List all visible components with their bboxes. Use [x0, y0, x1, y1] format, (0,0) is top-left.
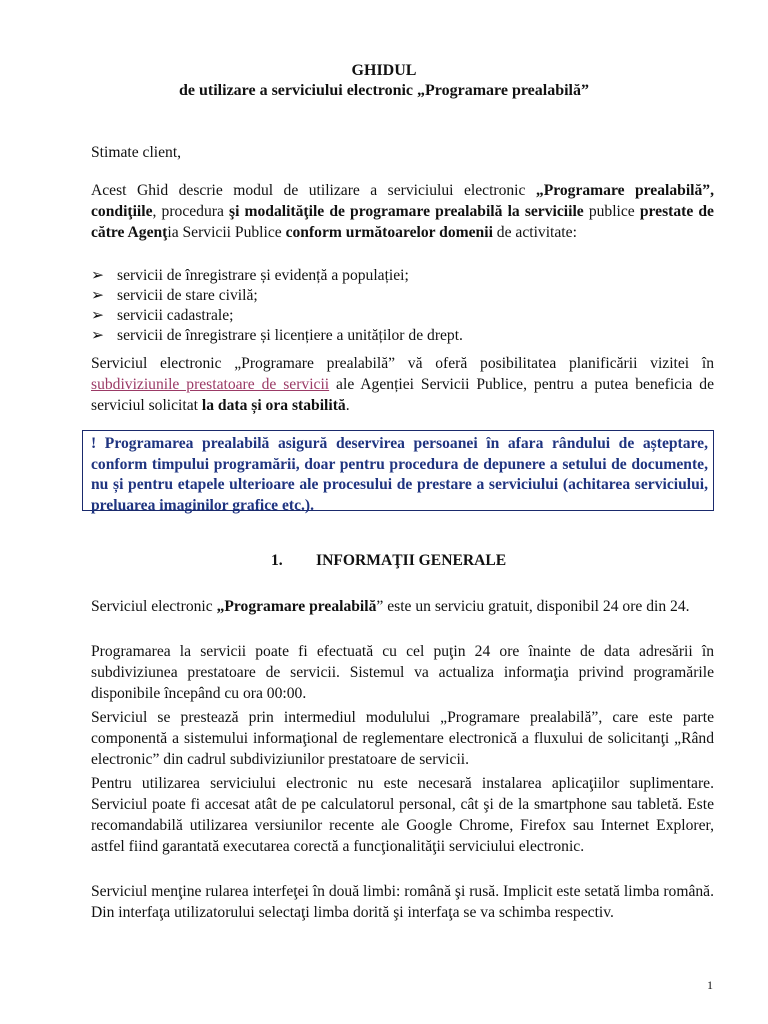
- arrow-bullet-icon: ➢: [91, 327, 105, 344]
- page-number: 1: [707, 978, 713, 992]
- notice-box: ! Programarea prealabilă asigură deservirea persoanei în afara rândului de așteptare, conform timpului programării, doar pentru procedura de depunere a setului de documente, nu și pentru etapele ulterioare ale procesului de prestare a serviciului (achitarea serviciului, preluarea imaginilor grafice etc.).: [82, 430, 714, 511]
- list-item: ➢ servicii de stare civilă;: [91, 287, 258, 304]
- list-item: ➢ servicii de înregistrare și evidență a populației;: [91, 267, 409, 284]
- list-item: ➢ servicii de înregistrare și licențiere a unităților de drept.: [91, 327, 463, 344]
- arrow-bullet-icon: ➢: [91, 307, 105, 324]
- intro-paragraph: Acest Ghid descrie modul de utilizare a serviciului electronic „Programare prealabilă”, condiţiile, procedura şi modalităţile de programare prealabilă la serviciile publice prestate de către Agenţia Servicii Publice conform următoarelor domenii de activitate:: [91, 182, 714, 241]
- paragraph-module: Serviciul se prestează prin intermediul modulului „Programare prealabilă”, care este parte componentă a sistemului informaţional de reglementare electronică a fluxului de solicitanţi „Rând electronic” din cadrul subdiviziunilor prestatoare de servicii.: [91, 709, 714, 768]
- document-title: GHIDUL: [351, 62, 417, 79]
- paragraph-languages: Serviciul menţine rularea interfeţei în două limbi: română şi rusă. Implicit este setată limba română. Din interfaţa utilizatorului selectaţi limba dorită şi interfaţa se va schimba respectiv.: [91, 883, 714, 921]
- section-number: 1.: [271, 552, 283, 569]
- paragraph-requirements: Pentru utilizarea serviciului electronic nu este necesară instalarea aplicaţiilor suplimentare. Serviciul poate fi accesat atât de pe calculatorul personal, cât şi de la smartphone sau tabletă. Este recomandabilă utilizarea versiunilor recente ale Google Chrome, Firefox sau Internet Explorer, astfel fiind garantată executarea corectă a funcţionalităţii serviciului electronic.: [91, 775, 714, 855]
- paragraph-free-service: Serviciul electronic „Programare prealabilă” este un serviciu gratuit, disponibil 24 ore din 24.: [91, 598, 690, 615]
- offer-paragraph: Serviciul electronic „Programare prealabilă” vă oferă posibilitatea planificării vizitei în subdiviziunile prestatoare de servicii ale Agenției Servicii Publice, pentru a putea beneficia de serviciul solicitat la data și ora stabilită.: [91, 355, 714, 414]
- list-item: ➢ servicii cadastrale;: [91, 307, 234, 324]
- arrow-bullet-icon: ➢: [91, 287, 105, 304]
- section-title: INFORMAŢII GENERALE: [316, 552, 507, 569]
- document-subtitle: de utilizare a serviciului electronic „Programare prealabilă”: [179, 82, 589, 99]
- subdivisions-link[interactable]: subdiviziunile prestatoare de servicii: [91, 376, 330, 393]
- arrow-bullet-icon: ➢: [91, 267, 105, 284]
- paragraph-booking-time: Programarea la servicii poate fi efectuată cu cel puţin 24 ore înainte de data adresării în subdiviziunea prestatoare de servicii. Sistemul va actualiza informaţia privind programările disponibile începând cu ora 00:00.: [91, 643, 714, 702]
- greeting: Stimate client,: [91, 144, 182, 161]
